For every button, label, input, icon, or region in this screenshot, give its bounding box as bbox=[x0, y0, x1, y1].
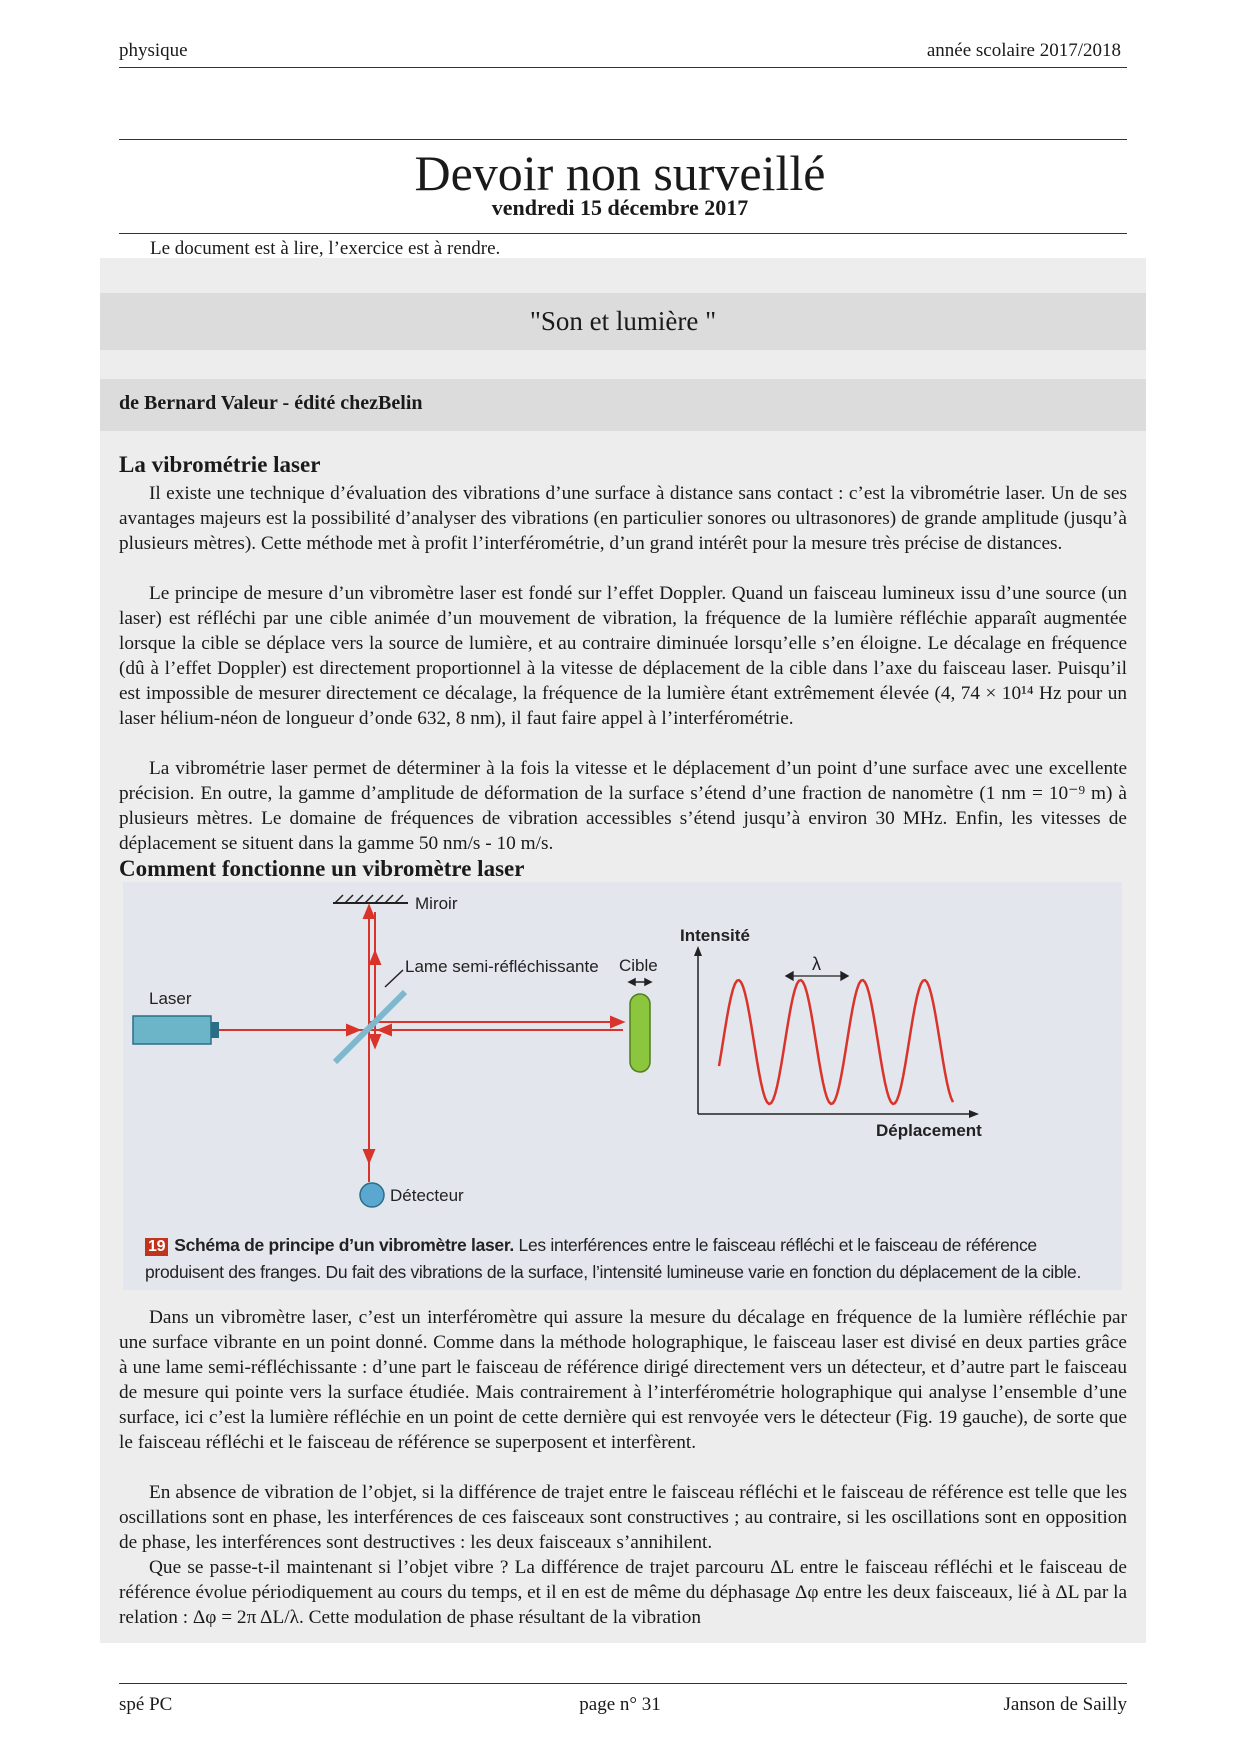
title-rule-top bbox=[119, 139, 1127, 140]
section-heading-fonctionnement: Comment fonctionne un vibromètre laser bbox=[119, 856, 525, 881]
paragraph: Il existe une technique d’évaluation des vibrations d’une surface à distance sans contact : c’est la vibrométrie laser. Un de ses avantages majeurs est la possibilité d’analyser des vibrations (en particulier sonores ou ultrasonores) de grande amplitude (jusqu’à plusieurs mètres). Cette méthode met à profit l’interférométrie, d’un grand intérêt pour la mesure très précise de distances. bbox=[119, 483, 1127, 554]
footer-school: Janson de Sailly bbox=[1003, 1694, 1127, 1715]
footer-rule bbox=[119, 1683, 1127, 1684]
laser-label: Laser bbox=[149, 989, 192, 1008]
page-date: vendredi 15 décembre 2017 bbox=[491, 195, 749, 220]
footer-class: spé PC bbox=[119, 1694, 173, 1715]
figure-caption bbox=[145, 1232, 1105, 1286]
y-axis-label: Intensité bbox=[680, 926, 750, 945]
header-subject: physique bbox=[119, 40, 188, 61]
target-label: Cible bbox=[619, 956, 658, 975]
paragraph: Dans un vibromètre laser, c’est un interféromètre qui assure la mesure du décalage en fréquence de la lumière réfléchie par une surface vibrante en un point donné. Comme dans la méthode holographique, le faisceau laser est divisé en deux parties grâce à une lame semi-réfléchissante : d’une part le faisceau de référence dirigé directement vers un détecteur, et d’autre part le faisceau de mesure qui pointe vers la surface étudiée. Mais contrairement à l’interférométrie holographique qui analyse l’ensemble d’une surface, ici c’est la lumière réfléchie en un point de cette dernière qui est renvoyée vers le détecteur (Fig. 19 gauche), de sorte que le faisceau réfléchi et le faisceau de référence se superposent et interfèrent. bbox=[119, 1307, 1127, 1453]
document-title: "Son et lumière " bbox=[529, 306, 717, 336]
detector-label: Détecteur bbox=[390, 1186, 464, 1205]
target-icon bbox=[630, 994, 650, 1072]
header-school-year: année scolaire 2017/2018 bbox=[926, 40, 1121, 61]
document-title-band bbox=[100, 293, 1146, 350]
splitter-pointer bbox=[385, 970, 403, 987]
target-arrows-icon bbox=[629, 979, 651, 985]
paragraph: La vibrométrie laser permet de déterminer à la fois la vitesse et le déplacement d’un point d’une surface avec une excellente précision. En outre, la gamme d’amplitude de déformation de la surface s’étend d’une fraction de nanomètre (1 nm = 10⁻⁹ m) à plusieurs mètres. Le domaine de fréquences de vibration accessibles s’étend jusqu’à environ 30 MHz. Enfin, les vitesses de déplacement se situent dans la gamme 50 nm/s - 10 m/s. bbox=[119, 758, 1127, 854]
intensity-curve bbox=[719, 980, 953, 1104]
footer-page-number: page n° 31 bbox=[579, 1694, 661, 1715]
detector-icon bbox=[360, 1183, 384, 1207]
instructions: Le document est à lire, l’exercice est à rendre. bbox=[150, 238, 501, 259]
x-axis-label: Déplacement bbox=[876, 1121, 982, 1140]
mirror-icon bbox=[333, 895, 408, 903]
page-title: Devoir non surveillé bbox=[414, 145, 826, 201]
header-rule bbox=[119, 67, 1127, 68]
intensity-graph bbox=[680, 926, 982, 1140]
figure-vibrometer bbox=[123, 882, 1122, 1290]
laser-icon bbox=[133, 1016, 219, 1044]
author-band bbox=[100, 379, 1146, 431]
figure-caption-text: Les interférences entre le faisceau réfléchi et le faisceau de référence produisent des franges. Du fait des vibrations de la surface, l’intensité lumineuse varie en fonction du déplacement de la cible. bbox=[145, 1235, 1082, 1282]
vibrometer-diagram bbox=[123, 882, 1122, 1227]
section-heading-vibrometrie: La vibrométrie laser bbox=[119, 452, 321, 477]
author-line: de Bernard Valeur - édité chezBelin bbox=[119, 392, 423, 414]
paragraph: Le principe de mesure d’un vibromètre laser est fondé sur l’effet Doppler. Quand un faisceau lumineux issu d’une source (un laser) est réfléchi par une cible animée d’un mouvement de vibration, la fréquence de la lumière réfléchie apparaît augmentée lorsque la cible se déplace vers la source de lumière, et au contraire diminuée lorsqu’elle s’en éloigne. Le décalage en fréquence (dû à l’effet Doppler) est directement proportionnel à la vitesse de déplacement de la cible dans l’axe du faisceau laser. Puisqu’il est impossible de mesurer directement ce décalage, la fréquence de la lumière étant extrêmement élevée (4, 74 × 10¹⁴ Hz pour un laser hélium-néon de longueur d’onde 632, 8 nm), il faut faire appel à l’interférométrie. bbox=[119, 583, 1127, 729]
figure-number: 19 bbox=[145, 1238, 168, 1256]
vertical-beams bbox=[364, 906, 380, 1182]
mirror-label: Miroir bbox=[415, 894, 458, 913]
figure-caption-lead: Schéma de principe d’un vibromètre laser. bbox=[174, 1235, 514, 1255]
wavelength-label: λ bbox=[812, 954, 821, 974]
title-rule-bottom bbox=[119, 233, 1127, 234]
horizontal-beams bbox=[218, 1017, 623, 1035]
splitter-label: Lame semi-réfléchissante bbox=[405, 957, 599, 976]
paragraph: En absence de vibration de l’objet, si la différence de trajet entre le faisceau réfléchi et le faisceau de référence est telle que les oscillations sont en phase, les interférences de ces faisceaux sont constructives ; au contraire, si les oscillations sont en opposition de phase, les interférences sont destructives : les deux faisceaux s’annihilent. bbox=[119, 1482, 1127, 1553]
paragraph: Que se passe-t-il maintenant si l’objet vibre ? La différence de trajet parcouru ΔL entre le faisceau réfléchi et le faisceau de référence évolue périodiquement au cours du temps, et il en est de même du déphasage Δφ entre les deux faisceaux, lié à ΔL par la relation : Δφ = 2π ΔL/λ. Cette modulation de phase résultant de la vibration bbox=[119, 1557, 1127, 1628]
